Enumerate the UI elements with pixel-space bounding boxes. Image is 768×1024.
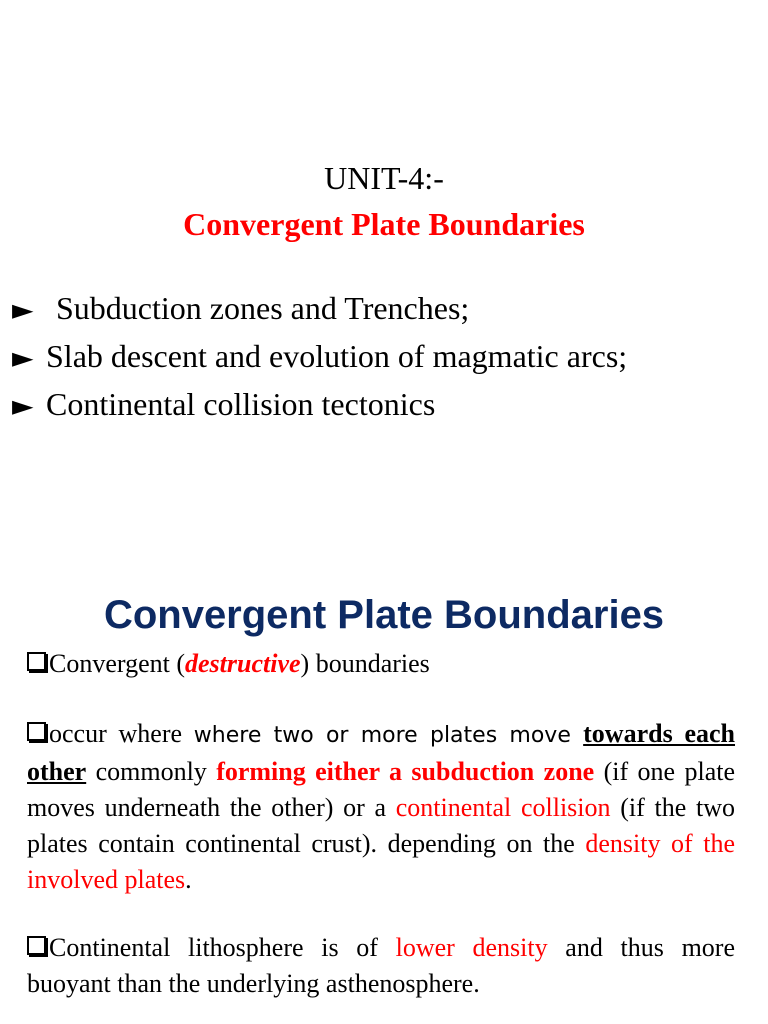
checkbox-bullet-icon [27, 936, 46, 955]
unit-title: Convergent Plate Boundaries [183, 206, 585, 242]
slide-title: Convergent Plate Boundaries [103, 593, 665, 637]
topic-text: Subduction zones and Trenches; [56, 290, 470, 326]
checkbox-bullet-icon [27, 722, 46, 741]
emphasis-density: density of the involved plates [27, 829, 736, 894]
topic-list [12, 285, 627, 429]
paragraph-lithosphere: Continental lithosphere is of lower density and thus more buoyant than the underlying asthenosphere. [27, 933, 735, 998]
topic-text: Continental collision tectonics [46, 386, 436, 422]
black-right-pointer-icon: ► [12, 341, 34, 374]
emphasis-destructive: destructive [185, 649, 301, 678]
paragraph-convergent: Convergent (destructive) boundaries [27, 646, 735, 682]
emphasis-continental-collision: continental collision [395, 793, 611, 822]
emphasis-lower-density: lower density [395, 933, 548, 962]
unit-label: UNIT-4:- [324, 160, 444, 196]
paragraph-occur: occur where where two or more plates move towards each other commonly forming either a subduction zone (if one plate moves underneath the other) or a continental collision (if the two plates contain continental crust). depending on the density of the involved plates. [27, 719, 736, 894]
list-item [12, 333, 627, 381]
topic-text: Slab descent and evolution of magmatic arcs; [46, 338, 628, 374]
emphasis-subduction-zone: forming either a subduction zone [216, 757, 595, 786]
list-item [12, 285, 627, 333]
list-item [12, 381, 627, 429]
black-right-pointer-icon: ► [12, 293, 34, 326]
black-right-pointer-icon: ► [12, 389, 34, 422]
emphasis-towards-each-other: towards each other [27, 719, 736, 786]
checkbox-bullet-icon [27, 652, 46, 671]
